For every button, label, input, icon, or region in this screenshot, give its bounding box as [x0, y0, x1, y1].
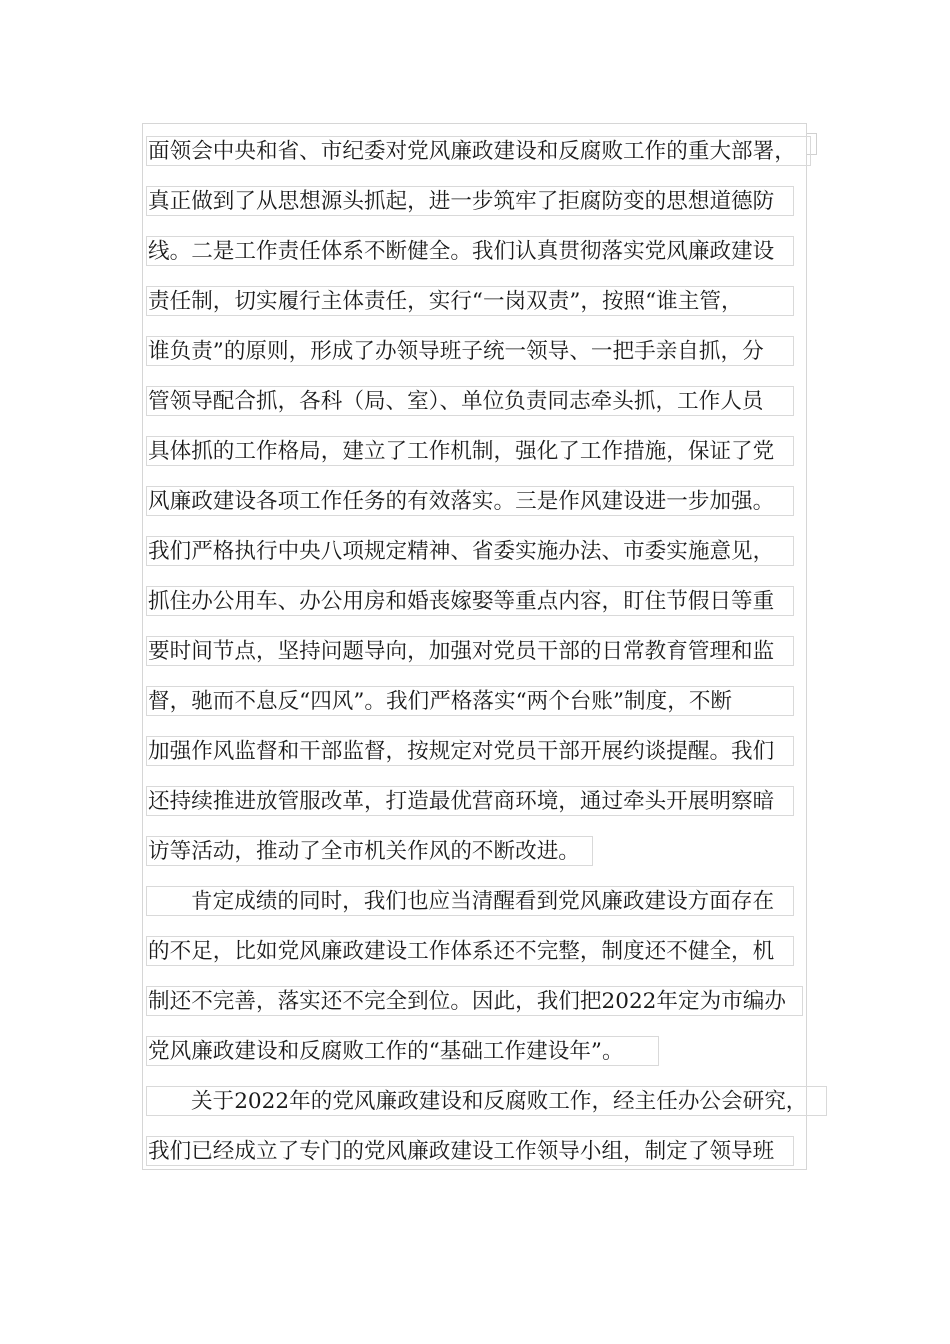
text-line-17: 的不足，比如党风廉政建设工作体系还不完整，制度还不健全，机 [146, 936, 794, 966]
text-line-10: 抓住办公用车、办公用房和婚丧嫁娶等重点内容，盯住节假日等重 [146, 586, 794, 616]
text-line-7: 具体抓的工作格局，建立了工作机制，强化了工作措施，保证了党 [146, 436, 794, 466]
text-line-12: 督，驰而不息反“四风”。我们严格落实“两个台账”制度，不断 [146, 686, 794, 716]
text-line-13: 加强作风监督和干部监督，按规定对党员干部开展约谈提醒。我们 [146, 736, 794, 766]
text-line-19: 党风廉政建设和反腐败工作的“基础工作建设年”。 [146, 1036, 659, 1066]
text-line-21: 我们已经成立了专门的党风廉政建设工作领导小组，制定了领导班 [146, 1136, 794, 1166]
text-line-20: 关于2022年的党风廉政建设和反腐败工作，经主任办公会研究， [146, 1086, 827, 1116]
text-line-9: 我们严格执行中央八项规定精神、省委实施办法、市委实施意见， [146, 536, 794, 566]
text-line-4: 责任制，切实履行主体责任，实行“一岗双责”，按照“谁主管， [146, 286, 794, 316]
text-line-1: 面领会中央和省、市纪委对党风廉政建设和反腐败工作的重大部署， [146, 136, 811, 166]
text-line-2: 真正做到了从思想源头抓起，进一步筑牢了拒腐防变的思想道德防 [146, 186, 794, 216]
text-line-16: 肯定成绩的同时，我们也应当清醒看到党风廉政建设方面存在 [146, 886, 794, 916]
text-line-14: 还持续推进放管服改革，打造最优营商环境，通过牵头开展明察暗 [146, 786, 794, 816]
text-line-5: 谁负责”的原则，形成了办领导班子统一领导、一把手亲自抓，分 [146, 336, 794, 366]
text-line-18: 制还不完善，落实还不完全到位。因此，我们把2022年定为市编办 [146, 986, 803, 1016]
text-line-11: 要时间节点，坚持问题导向，加强对党员干部的日常教育管理和监 [146, 636, 794, 666]
text-line-8: 风廉政建设各项工作任务的有效落实。三是作风建设进一步加强。 [146, 486, 794, 516]
text-line-15: 访等活动，推动了全市机关作风的不断改进。 [146, 836, 593, 866]
text-line-3: 线。二是工作责任体系不断健全。我们认真贯彻落实党风廉政建设 [146, 236, 794, 266]
text-line-6: 管领导配合抓，各科（局、室）、单位负责同志牵头抓，工作人员 [146, 386, 794, 416]
